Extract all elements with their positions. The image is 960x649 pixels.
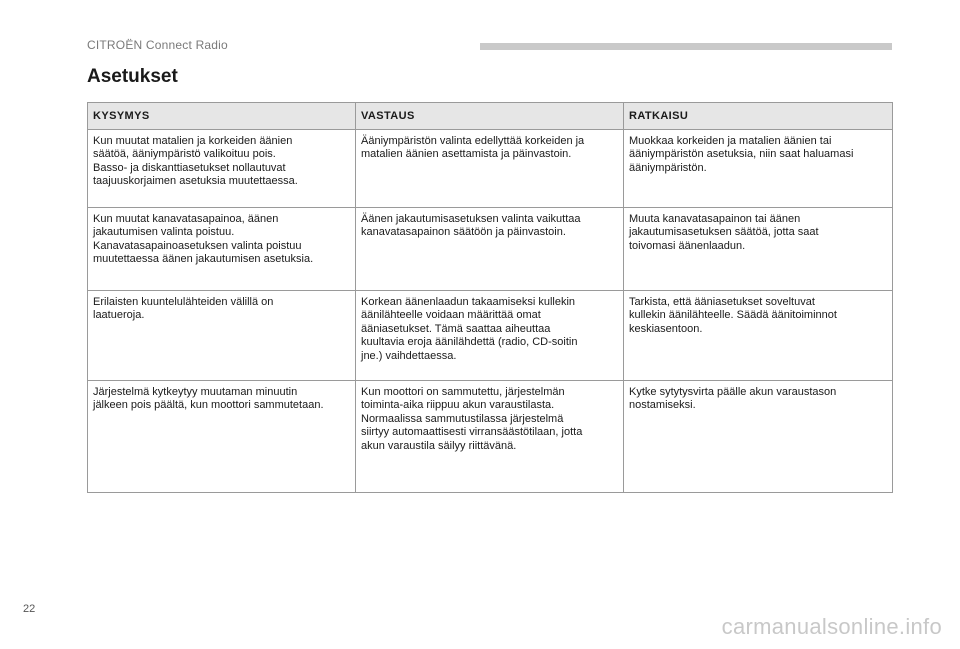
answer-cell: Korkean äänenlaadun takaamiseksi kullekin äänilähteelle voidaan määrittää omat ääniasetukset. Tämä saattaa aiheuttaa kuultavia eroja äänilähdettä (radio, CD-soitin jne.) vaihdettaessa. <box>356 291 624 381</box>
answer-cell: Ääniympäristön valinta edellyttää korkeiden ja matalien äänien asettamista ja päinvastoin. <box>356 130 624 208</box>
header-decorative-bar <box>480 43 892 50</box>
table-row <box>88 381 893 493</box>
column-header-question: KYSYMYS <box>88 103 356 130</box>
table-row <box>88 291 893 381</box>
solution-cell: Tarkista, että ääniasetukset soveltuvat kullekin äänilähteelle. Säädä äänitoiminnot keskiasentoon. <box>624 291 893 381</box>
table-row <box>88 208 893 291</box>
question-cell: Kun muutat matalien ja korkeiden äänien säätöä, ääniympäristö valikoituu pois. Basso- ja diskanttiasetukset nollautuvat taajuuskorjaimen asetuksia muutettaessa. <box>88 130 356 208</box>
settings-faq-table <box>87 102 893 493</box>
table-row <box>88 130 893 208</box>
column-header-solution: RATKAISU <box>624 103 893 130</box>
question-cell: Kun muutat kanavatasapainoa, äänen jakautumisen valinta poistuu. Kanavatasapainoasetuksen valinta poistuu muutettaessa äänen jakautumisen asetuksia. <box>88 208 356 291</box>
watermark: carmanualsonline.info <box>721 614 942 639</box>
page-title: Asetukset <box>87 66 178 87</box>
page-number: 22 <box>23 603 36 615</box>
table-header-row <box>88 103 893 130</box>
question-cell: Erilaisten kuuntelulähteiden välillä on laatueroja. <box>88 291 356 381</box>
answer-cell: Äänen jakautumisasetuksen valinta vaikuttaa kanavatasapainon säätöön ja päinvastoin. <box>356 208 624 291</box>
answer-cell: Kun moottori on sammutettu, järjestelmän toiminta-aika riippuu akun varaustilasta. Normaalissa sammutustilassa järjestelmä siirtyy automaattisesti virransäästötilaan, jotta akun varaustila säilyy riittävänä. <box>356 381 624 493</box>
solution-cell: Muuta kanavatasapainon tai äänen jakautumisasetuksen säätöä, jotta saat toivomasi äänenlaadun. <box>624 208 893 291</box>
solution-cell: Muokkaa korkeiden ja matalien äänien tai ääniympäristön asetuksia, niin saat haluamasi ääniympäristön. <box>624 130 893 208</box>
manual-header-label: CITROËN Connect Radio <box>87 38 228 52</box>
question-cell: Järjestelmä kytkeytyy muutaman minuutin jälkeen pois päältä, kun moottori sammutetaan. <box>88 381 356 493</box>
column-header-answer: VASTAUS <box>356 103 624 130</box>
solution-cell: Kytke sytytysvirta päälle akun varaustason nostamiseksi. <box>624 381 893 493</box>
